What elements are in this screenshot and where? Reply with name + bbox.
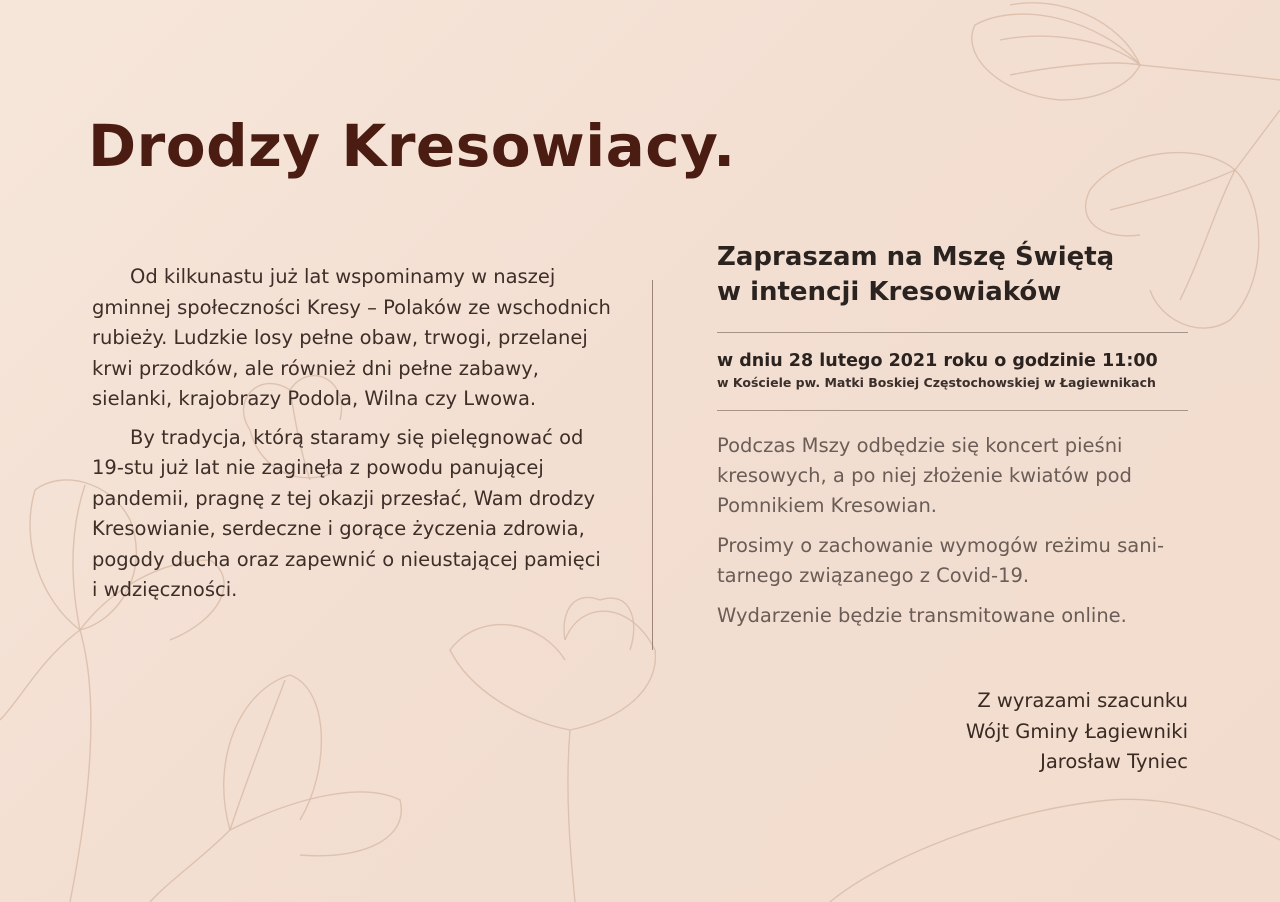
signature-title: Wójt Gminy Łagiewniki (965, 719, 1188, 743)
letter-paragraph-1: Od kilkunastu już lat wspominamy w naszej gminnej społeczności Kresy – Polaków ze wschodnich rubieży. Ludzkie losy pełne obaw, trwogi, przelanej krwi przodków, ale również dni pełne zabawy, sielanki, krajobrazy Podola, Wilna czy Lwowa. (92, 265, 611, 410)
event-location: w Kościele pw. Matki Boskiej Częstochowskiej w Łagiewnikach (717, 375, 1156, 390)
signature-block (860, 686, 1188, 778)
flower-bottom-left (150, 675, 401, 902)
info-online: Wydarzenie będzie transmitowane online. (717, 604, 1127, 627)
invitation-title-line-1: Zapraszam na Mszę Świętą (717, 242, 1115, 272)
invitation-title-line-2: w intencji Kresowiaków (717, 277, 1062, 307)
event-info (717, 431, 1197, 631)
column-divider (652, 280, 653, 650)
flower-bottom-center (450, 597, 655, 902)
divider-bottom (717, 410, 1188, 411)
event-date: w dniu 28 lutego 2021 roku o godzinie 11:00 (717, 351, 1158, 371)
page-title: Drodzy Kresowiacy. (88, 112, 736, 180)
signature-name: Jarosław Tyniec (1040, 750, 1188, 773)
letter-body (92, 262, 612, 614)
info-concert: Podczas Mszy odbędzie się koncert pieśni kresowych, a po niej złożenie kwiatów pod Pomnikiem Kresowian. (717, 434, 1132, 517)
info-sanitary: Prosimy o zachowanie wymogów reżimu sani-tarnego związanego z Covid-19. (717, 534, 1165, 587)
flower-top-right (972, 3, 1280, 100)
letter-paragraph-2: By tradycja, którą staramy się pielęgnować od 19-stu już lat nie zaginęła z powodu panującej pandemii, pragnę z tej okazji przesłać, Wam drodzy Kresowianie, serdeczne i gorące życzenia zdrowia, pogody ducha oraz zapewnić o nieustającej pamięci i wdzięczności. (92, 425, 601, 601)
invitation-title (717, 240, 1197, 310)
signature-greeting: Z wyrazami szacunku (977, 689, 1188, 712)
flower-stem-bottom-right (830, 799, 1280, 902)
invitation-panel (717, 240, 1197, 641)
divider-top (717, 332, 1188, 333)
